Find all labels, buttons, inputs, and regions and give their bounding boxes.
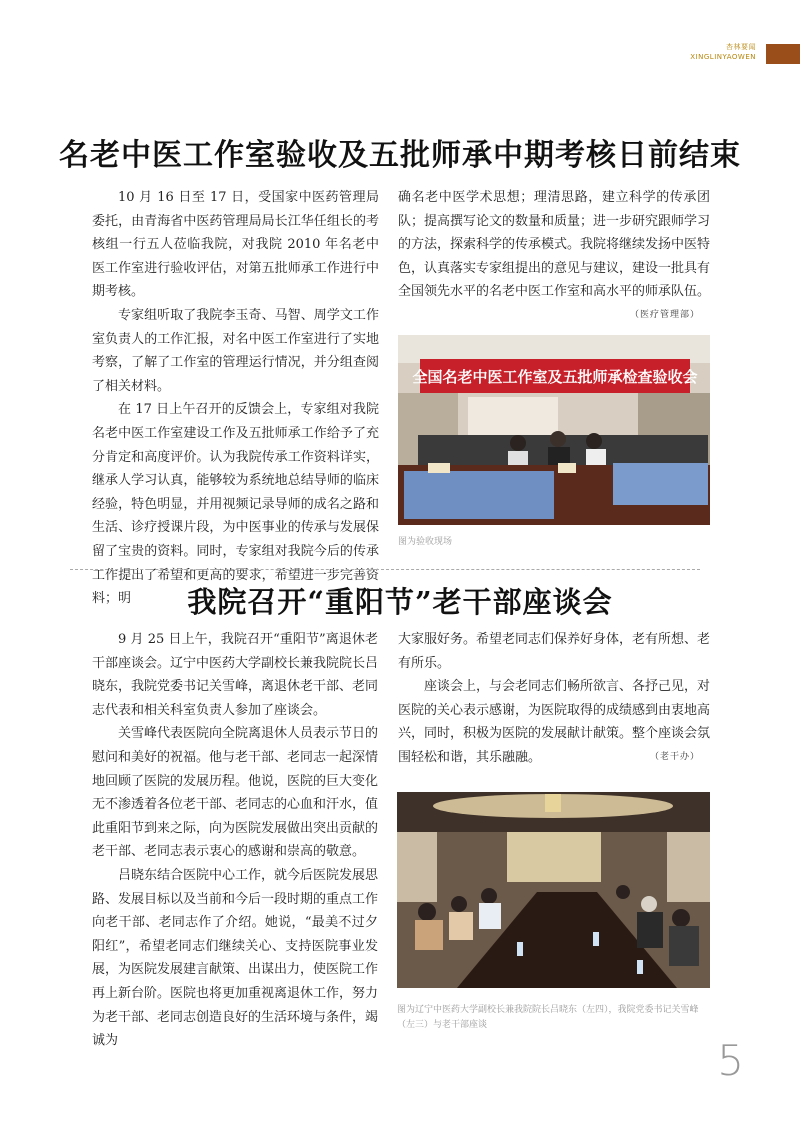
article2-right-column (398, 628, 710, 770)
section-divider (70, 569, 700, 570)
article2-left-column (92, 628, 378, 1053)
article2-paragraph (398, 675, 710, 769)
article2-right-text: 座谈会上，与会老同志们畅所欲言、各抒己见，对医院的关心表示感谢，为医院取得的成绩感到由衷地高兴，同时，积极为医院的发展献计献策。整个座谈会氛围轻松和谐，其乐融融。 (398, 679, 711, 765)
article1-left-column (92, 186, 379, 611)
meeting-photo-2 (397, 792, 710, 988)
article1-right-column (398, 186, 710, 328)
article2-paragraph: 吕晓东结合医院中心工作，就今后医院发展思路、发展目标以及当前和今后一段时期的重点工作向老干部、老同志作了介绍。她说，“最美不过夕阳红”，希望老同志们继续关心、支持医院事业发展，为医院发展建言献策、出谋出力，使医院工作再上新台阶。医院也将更加重视离退休工作，努力为老干部、老同志创造良好的生活环境与条件，竭诚为 (92, 867, 379, 1049)
article1-right-text: 确名老中医学术思想；理清思路，建立科学的传承团队；提高撰写论文的数量和质量；进一步研究跟师学习的方法，探索科学的传承模式。我院将继续发扬中医特色，认真落实专家组提出的意见与建议，建设一批具有全国领先水平的名老中医工作室和高水平的师承队伍。 (398, 190, 711, 300)
section-tag (690, 42, 756, 62)
article2-signature: （老干办） (649, 751, 700, 762)
article2-paragraph: 关雪峰代表医院向全院离退休人员表示节日的慰问和美好的祝福。他与老干部、老同志一起深情地回顾了医院的发展历程。他说，医院的巨大变化无不渗透着各位老干部、老同志的心血和汗水，值此重阳节到来之际，向为医院发展做出突出贡献的老干部、老同志表示衷心的感谢和崇高的敬意。 (92, 726, 379, 860)
page-number: 5 (717, 1036, 744, 1085)
article1-paragraph: 专家组听取了我院李玉奇、马智、周学文工作室负责人的工作汇报，对名中医工作室进行了实地考察，了解了工作室的管理运行情况，并分组查阅了相关材料。 (92, 307, 379, 394)
section-tag-pinyin: XINGLINYAOWEN (690, 53, 756, 61)
article2-paragraph-continued: 大家服好务。希望老同志们保养好身体，老有所想、老有所乐。 (398, 632, 711, 671)
article1-paragraph: 10 月 16 日至 17 日，受国家中医药管理局委托，由青海省中医药管理局局长江华任组长的考核组一行五人莅临我院，对我院 2010 年名老中医工作室进行验收评估，对第五批师承工作进行中期考核。 (92, 190, 379, 300)
article1-paragraph: 在 17 日上午召开的反馈会上，专家组对我院名老中医工作室建设工作及五批师承工作给予了充分肯定和高度评价。认为我院传承工作资料详实，继承人学习认真，能够较为系统地总结导师的临床经验，特色明显，并用视频记录导师的成名之路和生活、诊疗授课片段，为中医事业的传承与发展保留了宝贵的资料。同时，专家组对我院今后的传承工作提出了希望和更高的要求，希望进一步完善资料；明 (92, 402, 379, 607)
meeting-photo-1 (398, 335, 710, 525)
article1-photo (398, 335, 710, 525)
photo-banner-text: 全国名老中医工作室及五批师承检查验收会 (412, 368, 698, 386)
header-accent-bar (766, 44, 800, 64)
article1-title: 名老中医工作室验收及五批师承中期考核日前结束 (59, 138, 741, 173)
article1-signature: （医疗管理部） (629, 309, 700, 320)
article2-photo-caption: 图为辽宁中医药大学副校长兼我院院长吕晓东（左四），我院党委书记关雪峰（左三）与老干部座谈 (397, 1005, 699, 1030)
article1-photo-caption: 图为验收现场 (398, 537, 453, 547)
article2-photo (397, 792, 710, 988)
article1-paragraph-continued (398, 186, 711, 320)
section-tag-cn: 杏林要闻 (726, 43, 756, 51)
article2-title: 我院召开“重阳节”老干部座谈会 (187, 585, 613, 619)
article2-paragraph: 9 月 25 日上午，我院召开“重阳节”离退休老干部座谈会。辽宁中医药大学副校长兼我院院长吕晓东，我院党委书记关雪峰，离退休老干部、老同志代表和相关科室负责人参加了座谈会。 (92, 632, 379, 718)
